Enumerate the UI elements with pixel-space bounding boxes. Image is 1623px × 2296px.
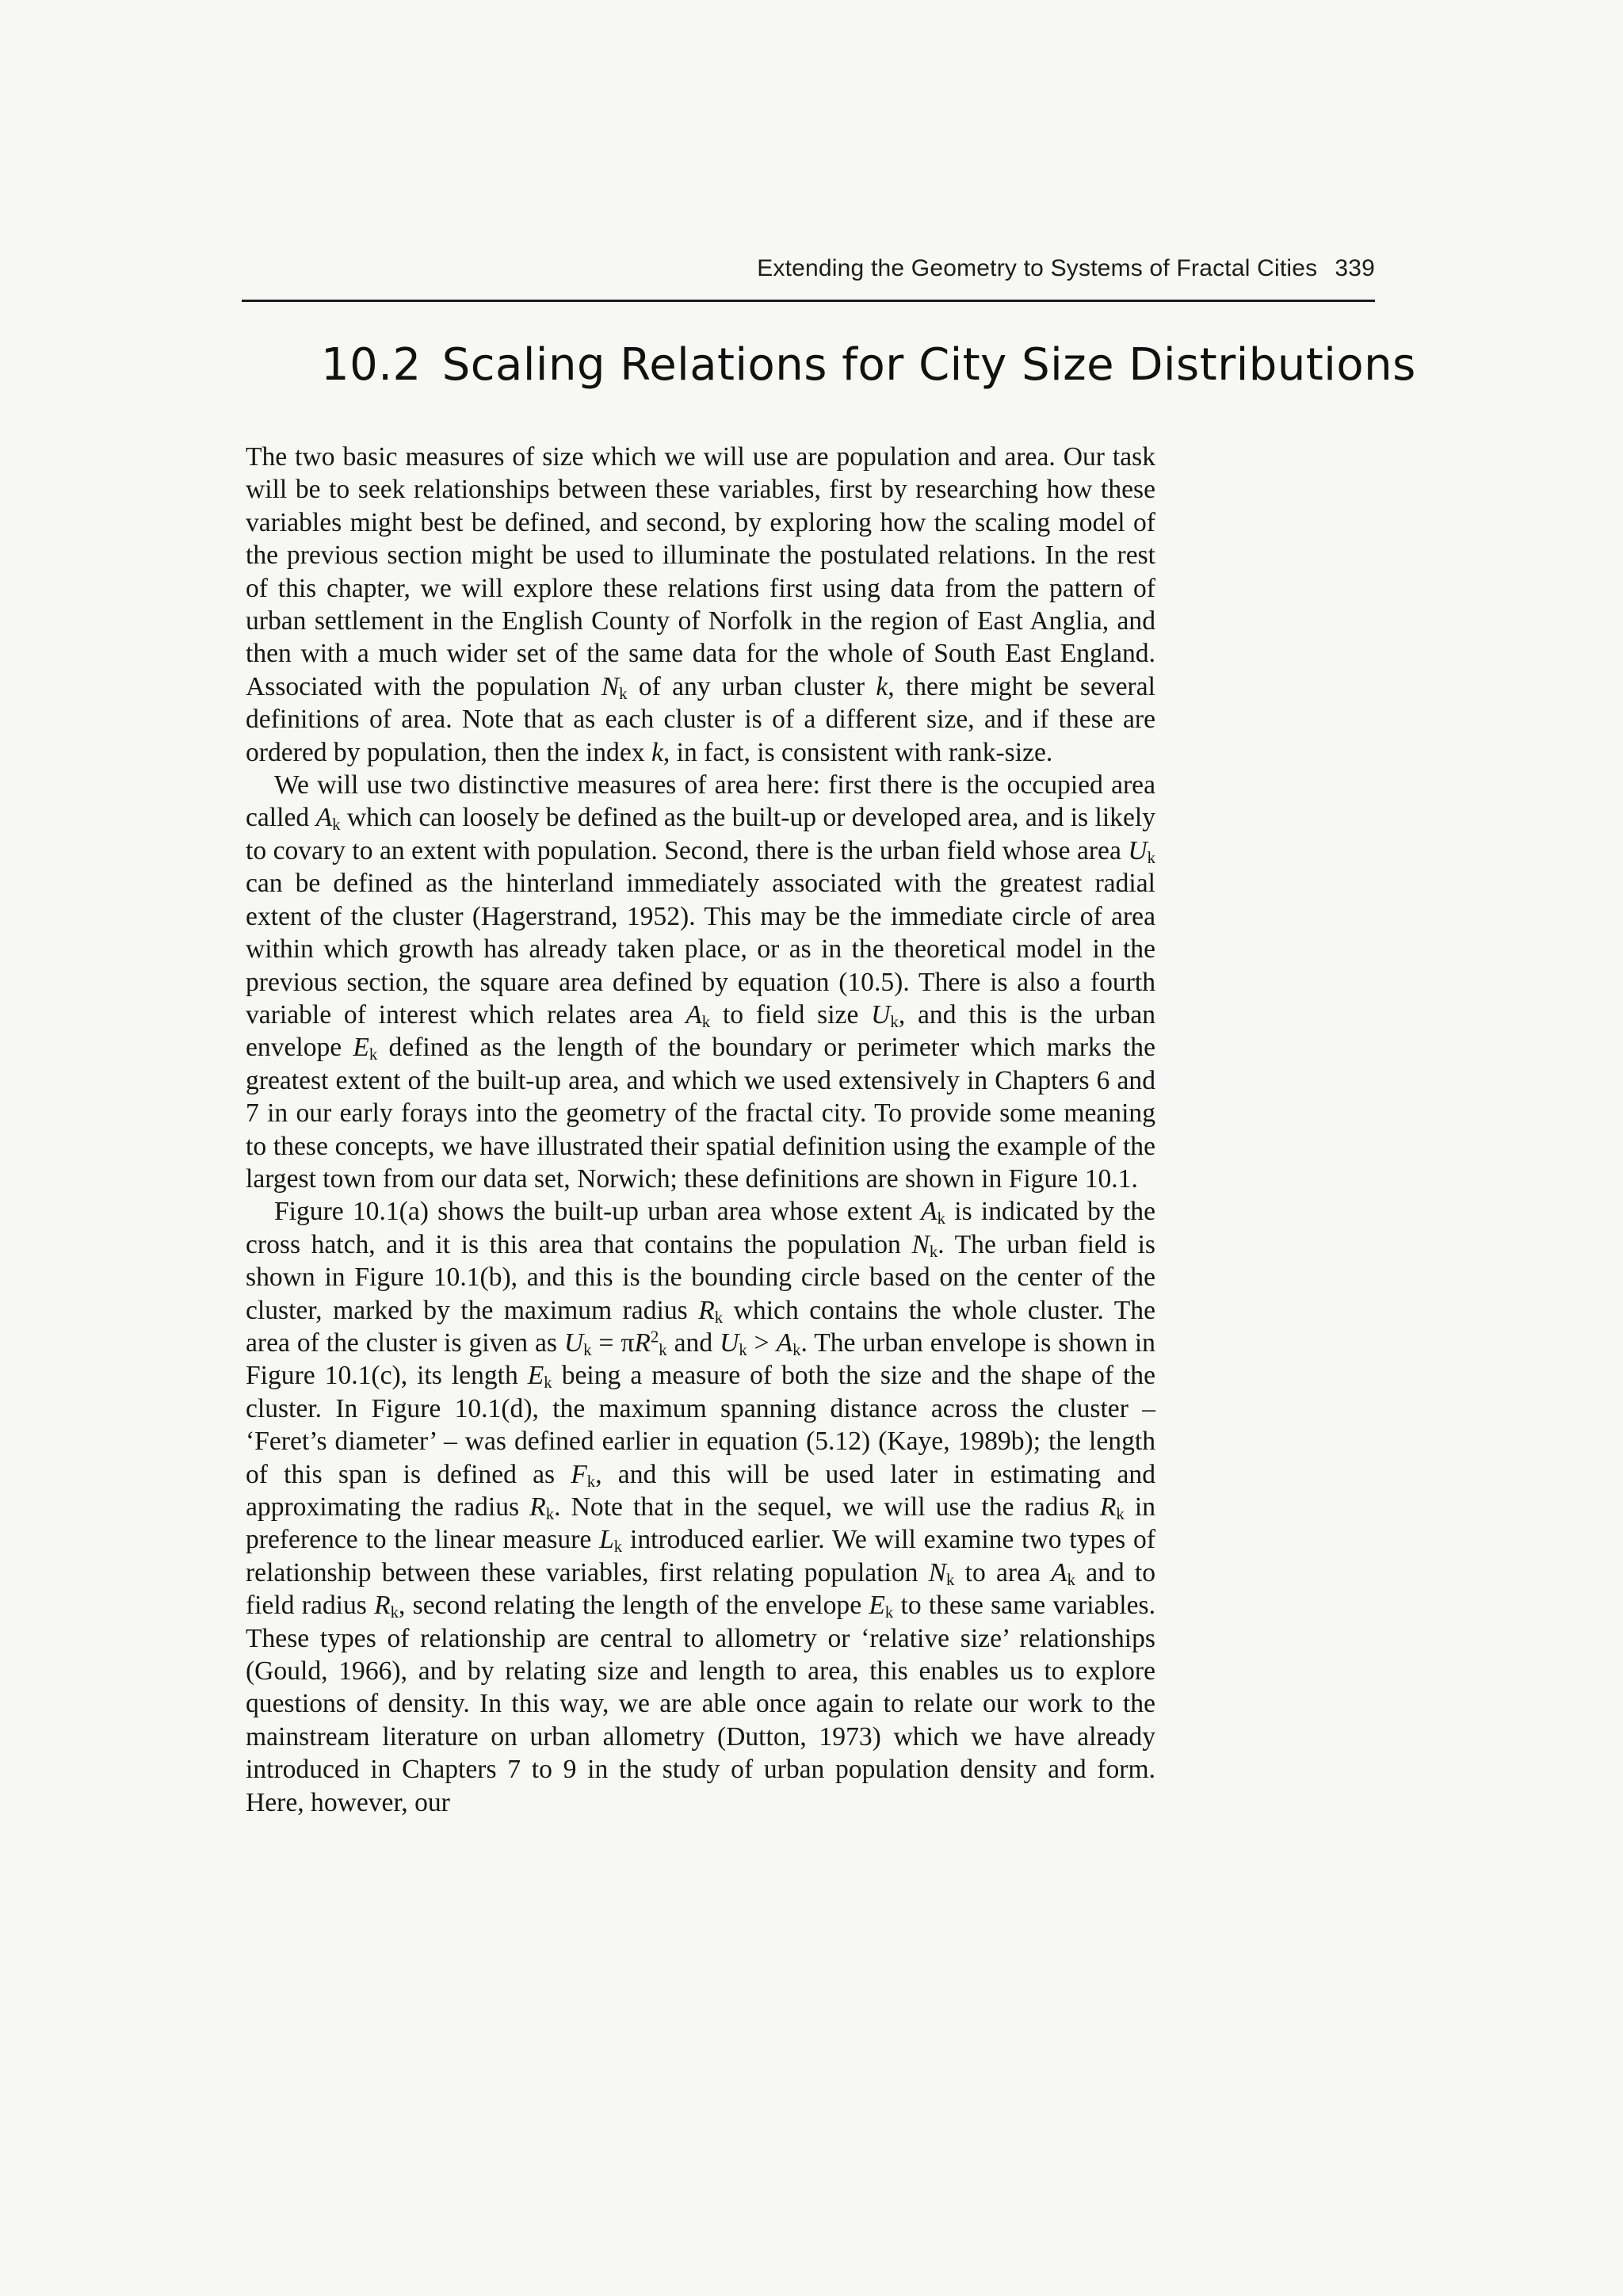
text-run: k xyxy=(651,737,663,767)
text-run: which contains the whole cluster. The area of the cluster is given as xyxy=(246,1295,1155,1358)
text-run: k xyxy=(792,1340,801,1360)
text-run: R xyxy=(634,1328,651,1358)
text-run: being a measure of both the size and the shape of the cluster. In Figure 10.1(d), the maximum spanning distance across the cluster – ‘Feret’s diameter’ – was defined earlier in equation (5.12) (Kaye, 1989b); the length of this span is defined as xyxy=(246,1361,1156,1489)
text-run: k xyxy=(586,1471,596,1491)
text-run: , second relating the length of the envelope xyxy=(399,1591,869,1621)
text-run: N xyxy=(601,671,620,701)
text-run: E xyxy=(869,1591,885,1621)
text-run: in preference to the linear measure xyxy=(246,1492,1155,1555)
text-run: k xyxy=(739,1340,747,1360)
text-run: k xyxy=(1116,1504,1125,1524)
text-run: k xyxy=(701,1012,711,1032)
text-run: Figure 10.1(a) shows the built-up urban area whose extent xyxy=(274,1197,922,1227)
text-run: , and this will be used later in estimating and approximating the radius xyxy=(246,1459,1155,1522)
text-run: R xyxy=(698,1295,715,1325)
text-run: E xyxy=(527,1361,544,1391)
text-run: A xyxy=(776,1328,793,1358)
body-text xyxy=(246,441,1155,1819)
text-run: k xyxy=(613,1537,623,1557)
text-run: F xyxy=(571,1459,587,1489)
text-run: R xyxy=(374,1591,391,1621)
running-head xyxy=(242,255,1375,282)
header-rule xyxy=(242,300,1375,302)
text-run: k xyxy=(876,671,888,701)
text-run: k xyxy=(890,1012,899,1032)
section-number: 10.2 xyxy=(321,339,422,391)
text-run: A xyxy=(1051,1557,1067,1587)
text-run: N xyxy=(911,1229,930,1259)
text-run: k xyxy=(369,1045,378,1064)
text-run: R xyxy=(529,1492,546,1522)
text-run: , in fact, is consistent with rank-size. xyxy=(663,737,1053,767)
text-run: to these same variables. These types of relationship are central to allometry or ‘relative size’ relationships (Gould, 1966), and by relating size and length to area, this enables us to explore questions of density. In this way, we are able once again to relate our work to the mainstream literature on urban allometry (Dutton, 1973) which we have already introduced in Chapters 7 to 9 in the study of urban population density and form. Here, however, our xyxy=(246,1591,1155,1817)
text-run: k xyxy=(1147,848,1155,868)
text-run: of any urban cluster xyxy=(627,671,876,701)
text-run: can be defined as the hinterland immediately associated with the greatest radial extent of the cluster (Hagerstrand, 1952). This may be the immediate circle of area within which growth has already taken place, or as in the theoretical model in the previous section, the square area defined by equation (10.5). There is also a fourth variable of interest which relates area xyxy=(246,869,1155,1030)
text-run: k xyxy=(390,1603,399,1622)
text-run: k xyxy=(929,1241,938,1261)
text-run: . The urban field is shown in Figure 10.1(b), and this is the bounding circle based on the center of the cluster, marked by the maximum radius xyxy=(246,1229,1155,1325)
text-run: N xyxy=(928,1557,947,1587)
text-run: R xyxy=(1099,1492,1117,1522)
section-title-text: Scaling Relations for City Size Distributions xyxy=(441,339,1416,391)
text-run: to field size xyxy=(710,999,872,1030)
text-run: U xyxy=(871,999,891,1030)
text-run: k xyxy=(545,1504,555,1524)
running-title: Extending the Geometry to Systems of Fractal Cities xyxy=(757,255,1318,281)
section-heading xyxy=(321,339,1446,391)
text-run: . Note that in the sequel, we will use the radius xyxy=(554,1492,1100,1522)
text-run: > xyxy=(747,1328,777,1358)
text-run: k xyxy=(659,1340,667,1360)
text-run: = π xyxy=(591,1328,635,1358)
text-run: k xyxy=(714,1307,724,1327)
text-run: k xyxy=(619,684,628,704)
text-run: introduced earlier. We will examine two types of relationship between these variables, first relating population xyxy=(246,1525,1155,1587)
text-run: A xyxy=(921,1197,938,1227)
paragraph xyxy=(246,769,1155,1195)
text-run: and to field radius xyxy=(246,1557,1155,1621)
text-run: We will use two distinctive measures of area here: first there is the occupied area called xyxy=(246,770,1155,833)
paragraph xyxy=(246,1195,1155,1819)
text-run: k xyxy=(544,1373,552,1392)
text-run: k xyxy=(884,1603,894,1622)
text-run: The two basic measures of size which we will use are population and area. Our task will be to seek relationships between these variables, first by researching how these variables might best be defined, and second, by exploring how the scaling model of the previous section might be used to illuminate the postulated relations. In the rest of this chapter, we will explore these relations first using data from the pattern of urban settlement in the English County of Norfolk in the region of East Anglia, and then with a much wider set of the same data for the whole of South East England. Associated with the population xyxy=(246,442,1155,701)
text-run: which can loosely be defined as the built-up or developed area, and is likely to covary to an extent with population. Second, there is the urban field whose area xyxy=(246,803,1155,865)
page-number: 339 xyxy=(1335,255,1375,281)
text-run: , there might be several definitions of area. Note that as each cluster is of a different size, and if these are ordered by population, then the index xyxy=(246,671,1155,767)
text-run: . The urban envelope is shown in Figure 10.1(c), its length xyxy=(246,1328,1155,1391)
paragraph xyxy=(246,441,1155,769)
text-run: k xyxy=(583,1340,592,1360)
text-run: defined as the length of the boundary or perimeter which marks the greatest extent of the built-up area, and which we used extensively in Chapters 6 and 7 in our early forays into the geometry of the fractal city. To provide some meaning to these concepts, we have illustrated their spatial definition using the example of the largest town from our data set, Norwich; these definitions are shown in Figure 10.1. xyxy=(246,1033,1155,1194)
text-run: A xyxy=(685,999,702,1030)
text-run: E xyxy=(353,1033,369,1063)
text-run: k xyxy=(946,1570,955,1590)
text-run: is indicated by the cross hatch, and it is this area that contains the population xyxy=(246,1197,1156,1259)
text-run: U xyxy=(1128,835,1148,865)
text-run: to area xyxy=(954,1557,1052,1587)
text-run: 2 xyxy=(650,1327,659,1347)
text-run: k xyxy=(332,815,341,835)
text-run: and xyxy=(666,1328,720,1358)
text-run: , and this is the urban envelope xyxy=(246,999,1156,1063)
text-run: L xyxy=(599,1525,614,1555)
text-run: A xyxy=(315,803,333,833)
text-run: k xyxy=(1067,1570,1075,1590)
text-run: U xyxy=(563,1328,584,1358)
text-run: U xyxy=(720,1328,739,1358)
text-run: k xyxy=(937,1209,946,1228)
